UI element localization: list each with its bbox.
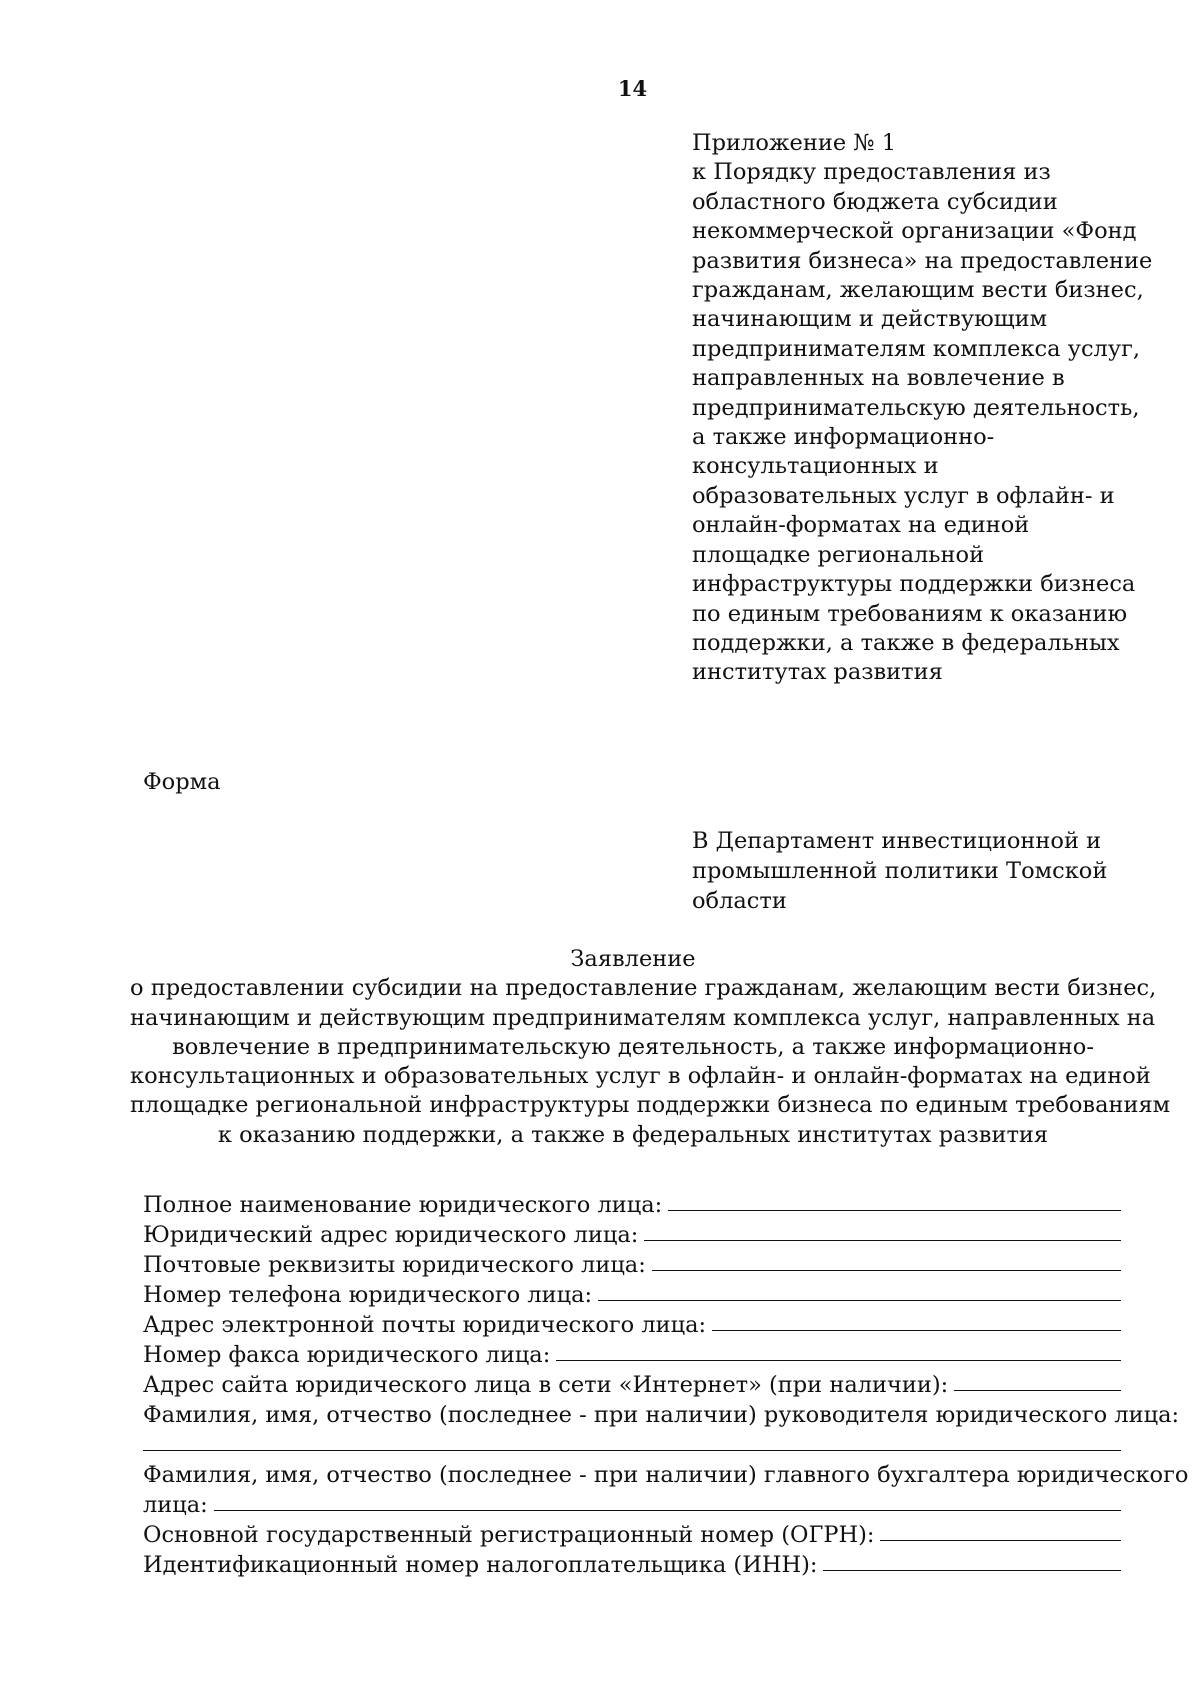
field-fax bbox=[143, 1340, 1121, 1370]
field-label: Номер телефона юридического лица: bbox=[143, 1282, 593, 1308]
field-accountant-name bbox=[143, 1490, 1121, 1520]
annex-line: некоммерческой организации «Фонд bbox=[692, 218, 1137, 245]
field-label: Основной государственный регистрационный номер (ОГРН): bbox=[143, 1522, 875, 1548]
field-ogrn bbox=[143, 1520, 1121, 1550]
phone-input-line[interactable] bbox=[598, 1279, 1121, 1301]
statement-line: о предоставлении субсидии на предоставление гражданам, желающим вести бизнес, bbox=[130, 975, 1157, 1002]
field-full-name bbox=[143, 1190, 1121, 1220]
addressee-block bbox=[692, 827, 1172, 916]
field-legal-address bbox=[143, 1220, 1121, 1250]
annex-line: образовательных услуг в офлайн- и bbox=[692, 482, 1115, 509]
statement-line: к оказанию поддержки, а также в федеральных институтах развития bbox=[217, 1121, 1049, 1148]
field-website bbox=[143, 1370, 1121, 1400]
annex-line: начинающим и действующим bbox=[692, 306, 1048, 333]
annex-line: поддержки, а также в федеральных bbox=[692, 629, 1120, 656]
field-head-name-label: Фамилия, имя, отчество (последнее - при наличии) руководителя юридического лица: bbox=[143, 1402, 1180, 1428]
addressee-line: В Департамент инвестиционной и bbox=[692, 828, 1102, 854]
field-label: лица: bbox=[143, 1492, 208, 1518]
ogrn-input-line[interactable] bbox=[880, 1519, 1121, 1541]
field-inn bbox=[143, 1550, 1121, 1580]
annex-line: предпринимательскую деятельность, bbox=[692, 394, 1140, 421]
statement-line: начинающим и действующим предпринимателям комплекса услуг, направленных на bbox=[130, 1004, 1156, 1031]
website-input-line[interactable] bbox=[954, 1369, 1121, 1391]
annex-line: областного бюджета субсидии bbox=[692, 188, 1058, 215]
annex-line: а также информационно- bbox=[692, 424, 995, 451]
statement-heading: Заявление bbox=[570, 946, 696, 972]
full-name-input-line[interactable] bbox=[668, 1189, 1121, 1211]
field-head-name bbox=[143, 1430, 1121, 1460]
legal-address-input-line[interactable] bbox=[644, 1219, 1121, 1241]
annex-line: онлайн-форматах на единой bbox=[692, 512, 1030, 539]
annex-line: инфраструктуры поддержки бизнеса bbox=[692, 571, 1136, 598]
annex-header bbox=[692, 129, 1172, 688]
annex-line: развития бизнеса» на предоставление bbox=[692, 247, 1153, 274]
field-label: Юридический адрес юридического лица: bbox=[143, 1222, 639, 1248]
annex-line: площадке региональной bbox=[692, 541, 985, 568]
annex-line: консультационных и bbox=[692, 453, 939, 480]
page-number: 14 bbox=[617, 76, 648, 101]
addressee-line: промышленной политики Томской bbox=[692, 857, 1108, 884]
addressee-line: области bbox=[692, 887, 787, 914]
accountant-name-input-line[interactable] bbox=[214, 1489, 1121, 1511]
annex-line: направленных на вовлечение в bbox=[692, 365, 1065, 392]
head-name-input-line[interactable] bbox=[143, 1429, 1121, 1451]
field-postal-details bbox=[143, 1250, 1121, 1280]
field-label: Адрес сайта юридического лица в сети «Интернет» (при наличии): bbox=[143, 1372, 949, 1398]
field-label: Почтовые реквизиты юридического лица: bbox=[143, 1252, 646, 1278]
form-fields bbox=[143, 1190, 1189, 1580]
field-label: Идентификационный номер налогоплательщика (ИНН): bbox=[143, 1552, 818, 1578]
statement-title-block bbox=[130, 945, 1171, 1150]
inn-input-line[interactable] bbox=[823, 1549, 1121, 1571]
field-label: Номер факса юридического лица: bbox=[143, 1342, 551, 1368]
annex-line: Приложение № 1 bbox=[692, 130, 897, 156]
field-label: Адрес электронной почты юридического лица: bbox=[143, 1312, 707, 1338]
field-phone bbox=[143, 1280, 1121, 1310]
field-email bbox=[143, 1310, 1121, 1340]
annex-line: предпринимателям комплекса услуг, bbox=[692, 335, 1141, 362]
annex-line: по единым требованиям к оказанию bbox=[692, 600, 1128, 627]
statement-line: площадке региональной инфраструктуры поддержки бизнеса по единым требованиям bbox=[130, 1092, 1171, 1119]
field-accountant-name-label: Фамилия, имя, отчество (последнее - при наличии) главного бухгалтера юридического bbox=[143, 1462, 1189, 1488]
field-label: Полное наименование юридического лица: bbox=[143, 1192, 663, 1218]
email-input-line[interactable] bbox=[712, 1309, 1121, 1331]
statement-line: консультационных и образовательных услуг в офлайн- и онлайн-форматах на единой bbox=[130, 1063, 1151, 1090]
fax-input-line[interactable] bbox=[556, 1339, 1121, 1361]
postal-details-input-line[interactable] bbox=[652, 1249, 1121, 1271]
annex-line: к Порядку предоставления из bbox=[692, 159, 1051, 186]
annex-line: институтах развития bbox=[692, 659, 943, 686]
annex-line: гражданам, желающим вести бизнес, bbox=[692, 277, 1144, 304]
form-label: Форма bbox=[143, 769, 221, 795]
statement-line: вовлечение в предпринимательскую деятельность, а также информационно- bbox=[172, 1033, 1094, 1060]
